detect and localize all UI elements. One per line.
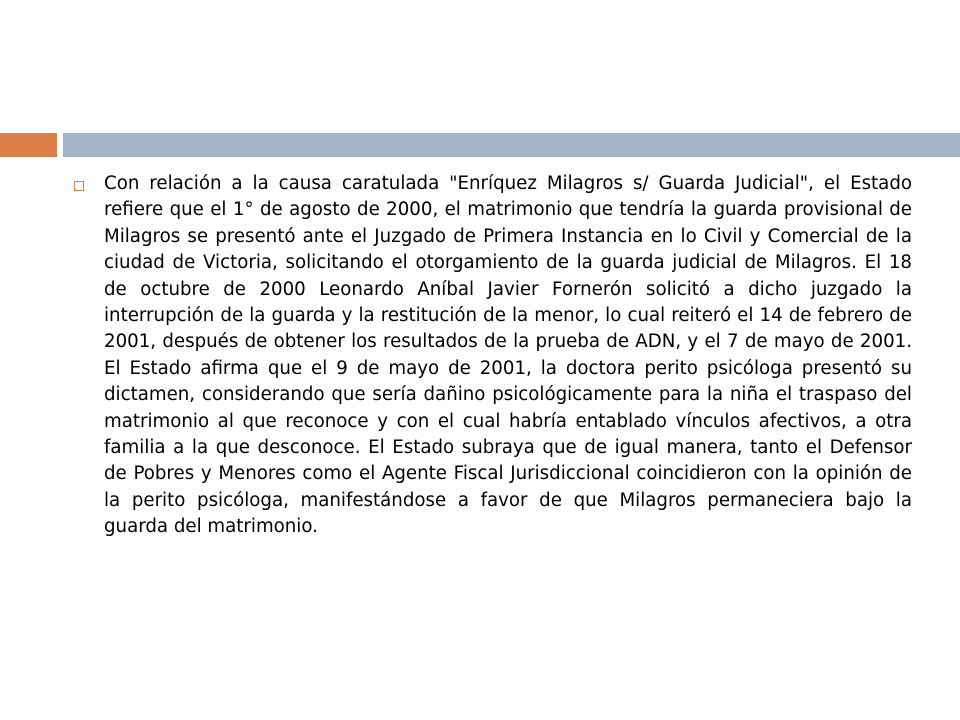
bullet-item	[74, 171, 912, 541]
slide-content	[74, 171, 912, 541]
bullet-text: Con relación a la causa caratulada "Enríquez Milagros s/ Guarda Judicial", el Estado refiere que el 1° de agosto de 2000, el matrimonio que tendría la guarda provisional de Milagros se presentó ante el Juzgado de Primera Instancia en lo Civil y Comercial de la ciudad de Victoria, solicitando el otorgamiento de la guarda judicial de Milagros. El 18 de octubre de 2000 Leonardo Aníbal Javier Fornerón solicitó a dicho juzgado la interrupción de la guarda y la restitución de la menor, lo cual reiteró el 14 de febrero de 2001, después de obtener los resultados de la prueba de ADN, y el 7 de mayo de 2001. El Estado afirma que el 9 de mayo de 2001, la doctora perito psicóloga presentó su dictamen, considerando que sería dañino psicológicamente para la niña el traspaso del matrimonio al que reconoce y con el cual habría entablado vínculos afectivos, a otra familia a la que desconoce. El Estado subraya que de igual manera, tanto el Defensor de Pobres y Menores como el Agente Fiscal Jurisdiccional coincidieron con la opinión de la perito psicóloga, manifestándose a favor de que Milagros permaneciera bajo la guarda del matrimonio.	[104, 173, 912, 538]
accent-bar-blue-gray	[63, 133, 960, 157]
accent-bar-orange	[0, 133, 57, 157]
hollow-square-bullet-icon	[74, 181, 84, 191]
